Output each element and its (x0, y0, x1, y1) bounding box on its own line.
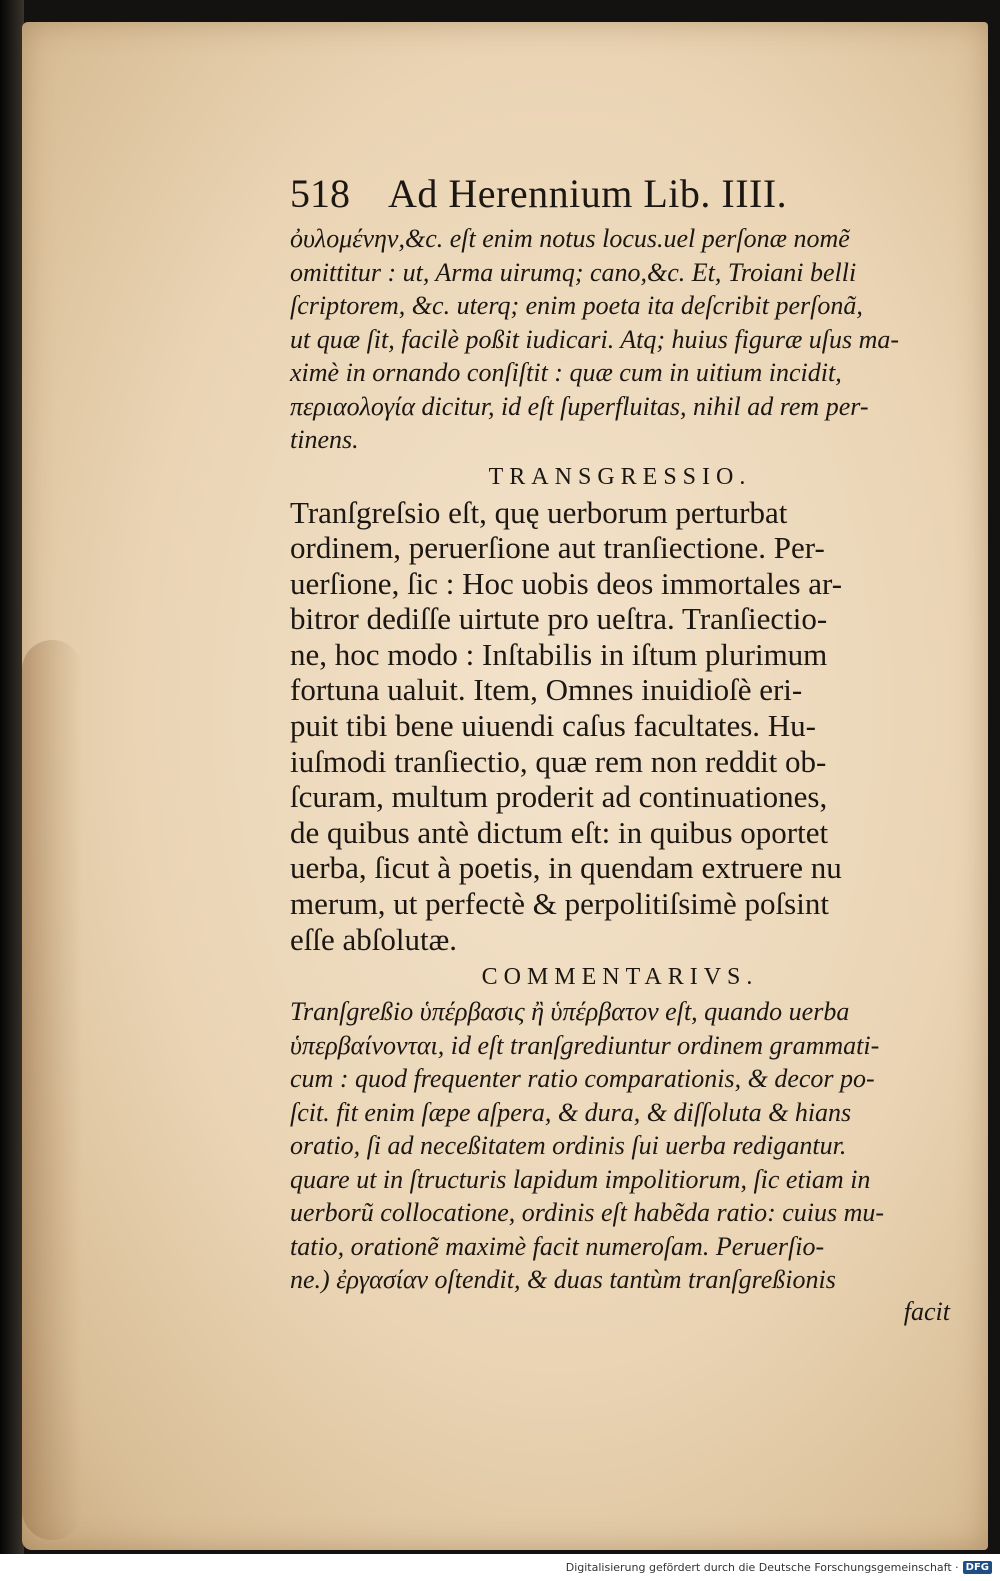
text-line: ne, hoc modo : Inſtabilis in iſtum plurimum (290, 636, 828, 672)
commentary-line: ne.) ἐργασίαν oſtendit, & duas tantùm tranſgreßionis (290, 1265, 836, 1295)
commentary-line: ὑπερβαίνονται, id eſt tranſgrediuntur ordinem grammati- (290, 1030, 880, 1060)
commentary-line: quare ut in ſtructuris lapidum impolitiorum, ſic etiam in (290, 1164, 871, 1194)
text-line: fortuna ualuit. Item, Omnes inuidioſè eri- (290, 672, 803, 708)
funding-note: Digitalisierung gefördert durch die Deutsche Forschungsgemeinschaft · (565, 1561, 959, 1574)
catchword: facit (903, 1296, 950, 1326)
text-line: iuſmodi tranſiectio, quæ rem non reddit ob- (290, 743, 827, 779)
section-heading: TRANSGRESSIO. (488, 463, 752, 490)
commentary-line: Tranſgreßio ὑπέρβασις ἢ ὑπέρβατον eſt, quando uerba (290, 997, 850, 1027)
text-line: Tranſgreſsio eſt, quę uerborum perturbat (290, 494, 788, 530)
text-line: eſſe abſolutæ. (290, 921, 458, 957)
page-text-block (290, 170, 950, 1327)
commentary-line: ximè in ornando conſiſtit : quæ cum in uitium incidit, (290, 358, 842, 387)
text-line: merum, ut perfectè & perpolitiſsimè poſsint (290, 886, 829, 922)
commentary-line: uerborũ collocatione, ordinis eſt habẽda ratio: cuius mu- (290, 1198, 885, 1228)
commentary-line: cum : quod frequenter ratio comparationis, & decor po- (290, 1064, 875, 1094)
commentary-line: ſcit. fit enim ſæpe aſpera, & dura, & diſſoluta & hians (290, 1097, 852, 1127)
text-line: de quibus antè dictum eſt: in quibus oportet (290, 814, 829, 850)
commentary-line: ſcriptorem, &c. uterq; enim poeta ita deſcribit perſonã, (290, 291, 863, 320)
page-number: 518 (290, 171, 350, 216)
text-line: bitror dediſſe uirtute pro ueſtra. Tranſiectio- (290, 601, 828, 637)
text-line: ſcuram, multum proderit ad continuationes, (290, 779, 828, 815)
commentary-heading: COMMENTARIVS. (481, 964, 759, 991)
page-header (290, 170, 950, 222)
commentary-line: ut quæ ſit, facilè poßit iudicari. Atq; huius figuræ uſus ma- (290, 324, 900, 354)
commentary-line: tinens. (290, 425, 359, 454)
commentary-line: tatio, orationẽ maximè facit numeroſam. Peruerſio- (290, 1231, 825, 1261)
dfg-logo: DFG (963, 1561, 992, 1574)
footer-bar (0, 1554, 1000, 1581)
scan-edge (0, 0, 24, 1581)
commentary-line: omittitur : ut, Arma uirumq; cano,&c. Et, Troiani belli (290, 257, 857, 287)
commentary-line: ὀυλομένην,&c. eſt enim notus locus.uel perſonæ nomẽ (290, 224, 850, 253)
commentary-bottom (290, 995, 950, 1297)
commentary-line: περιαολογία dicitur, id eſt ſuperfluitas, nihil ad rem per- (290, 391, 869, 421)
running-title: Ad Herennium Lib. IIII. (388, 171, 788, 216)
commentary-top (290, 222, 950, 457)
text-line: uerſione, ſic : Hoc uobis deos immortales ar- (290, 565, 843, 601)
page-stain (22, 640, 82, 1540)
text-line: ordinem, peruerſione aut tranſiectione. Per- (290, 530, 825, 566)
text-line: uerba, ſicut à poetis, in quendam extruere nu (290, 850, 842, 886)
main-text (290, 495, 950, 958)
commentary-line: oratio, ſi ad neceßitatem ordinis ſui uerba redigantur. (290, 1131, 847, 1161)
text-line: puit tibi bene uiuendi caſus facultates. Hu- (290, 708, 816, 744)
